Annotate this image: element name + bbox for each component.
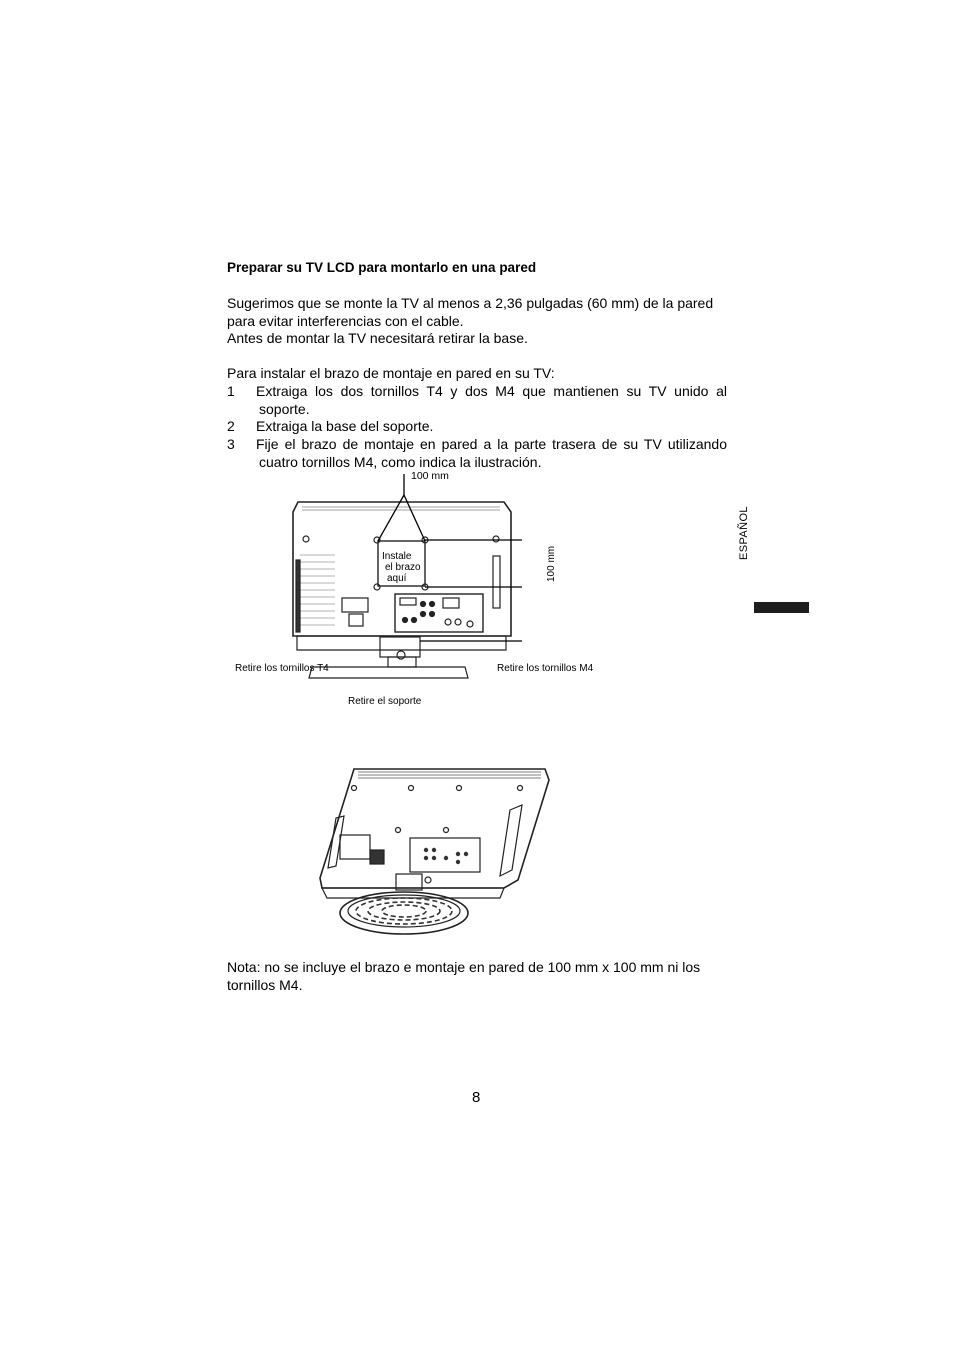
install-here-label (382, 551, 421, 584)
install-label-line-2: el brazo (385, 562, 421, 573)
page-number: 8 (472, 1089, 481, 1106)
intro-line-1: Sugerimos que se monte la TV al menos a 2,36 pulgadas (60 mm) de la pared para evitar interferencias con el cable. (227, 295, 714, 329)
step-text-cont: cuatro tornillos M4, como indica la ilustración. (259, 453, 542, 470)
install-label-line-3: aquí (387, 573, 407, 584)
language-tab-label: ESPAÑOL (738, 506, 750, 560)
language-tab-marker (754, 602, 809, 613)
remove-t4-label: Retire los tornillos T4 (235, 663, 329, 674)
remove-m4-label: Retire los tornillos M4 (497, 663, 594, 674)
step-text: Extraiga los dos tornillos T4 y dos M4 que mantienen su TV unido al (256, 383, 727, 399)
instructions-lead: Para instalar el brazo de montaje en pared en su TV: (227, 365, 555, 381)
section-title: Preparar su TV LCD para montarlo en una pared (227, 260, 537, 275)
step-text: Extraiga la base del soporte. (256, 418, 434, 434)
tv-back-view (293, 502, 511, 678)
step-text-cont: soporte. (259, 400, 310, 417)
install-label-line-1: Instale (382, 551, 412, 562)
dimension-vertical-label: 100 mm (546, 545, 557, 582)
step-text: Fije el brazo de montaje en pared a la parte trasera de su TV utilizando (256, 436, 727, 452)
dimension-horizontal-label: 100 mm (411, 470, 449, 482)
step-number: 3 (227, 436, 235, 452)
remove-stand-label: Retire el soporte (348, 696, 422, 707)
note-paragraph: Nota: no se incluye el brazo e montaje en pared de 100 mm x 100 mm ni los tornillos M4. (227, 959, 701, 993)
step-number: 2 (227, 418, 235, 434)
step-number: 1 (227, 383, 235, 399)
intro-line-2: Antes de montar la TV necesitará retirar la base. (227, 330, 528, 346)
tv-angled-view (320, 769, 549, 934)
